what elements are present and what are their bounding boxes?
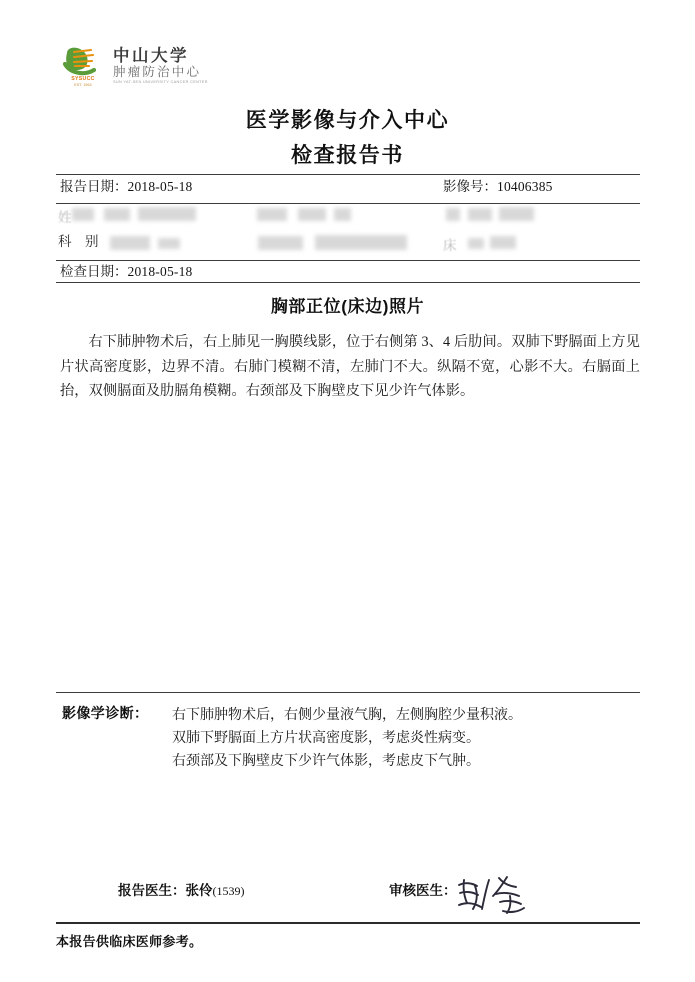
center-name-en: SUN YAT-SEN UNIVERSITY CANCER CENTER xyxy=(113,80,208,85)
report-doctor-label: 报告医生： xyxy=(118,883,186,898)
redacted-block xyxy=(138,207,196,221)
header-rule-bottom xyxy=(56,260,640,261)
diagnosis-rule-top xyxy=(56,692,640,693)
image-number-label: 影像号： xyxy=(443,179,497,194)
exam-date-label: 检查日期： xyxy=(60,264,128,279)
redacted-block xyxy=(468,238,484,249)
letterhead-wordmark xyxy=(113,47,208,84)
diagnosis-lines xyxy=(172,704,632,773)
diagnosis-line: 双肺下野膈面上方片状高密度影，考虑炎性病变。 xyxy=(172,731,480,746)
redacted-block xyxy=(468,208,492,221)
university-name: 中山大学 xyxy=(113,46,189,66)
report-doctor-id: (1539) xyxy=(212,884,245,898)
exam-name: 胸部正位(床边)照片 xyxy=(270,297,425,316)
redacted-block xyxy=(499,207,534,221)
redacted-block xyxy=(315,235,407,250)
report-doctor-name: 张伶 xyxy=(185,883,213,898)
department-label: 科 别 xyxy=(58,234,99,249)
redacted-block xyxy=(334,208,351,221)
bed-label-ghost: 床 xyxy=(443,238,457,253)
center-name: 肿瘤防治中心 xyxy=(113,64,202,79)
header-rule-middle xyxy=(56,203,640,204)
findings-text: 右下肺肿物术后，右上肺见一胸膜线影，位于右侧第 3、4 后肋间。双肺下野膈面上方见片状高密度影，边界不清。右肺门模糊不清，左肺门不大。纵隔不宽，心影不大。右膈面上抬，双侧膈面及肋膈角模糊。右颈部及下胸壁皮下见少许气体影。 xyxy=(60,334,640,399)
document-title-line2: 检查报告书 xyxy=(291,144,404,167)
exam-date-value: 2018-05-18 xyxy=(127,264,193,279)
diagnosis-line: 右颈部及下胸壁皮下少许气体影，考虑皮下气肿。 xyxy=(172,754,480,769)
diagnosis-label: 影像学诊断： xyxy=(62,705,149,721)
exam-date-rule xyxy=(56,282,640,283)
logo-badge-sub: EST. 1964 xyxy=(74,83,92,88)
report-date-label: 报告日期： xyxy=(60,179,128,194)
exam-date-row xyxy=(60,262,193,282)
redacted-block xyxy=(158,238,180,249)
redacted-block xyxy=(72,208,94,221)
report-doctor xyxy=(118,879,245,899)
letterhead xyxy=(62,44,208,88)
review-doctor-label: 审核医生： xyxy=(389,883,457,898)
diagnosis-line: 右下肺肿物术后，右侧少量液气胸，左侧胸腔少量积液。 xyxy=(172,708,522,723)
footer-rule xyxy=(56,922,640,924)
image-number-row xyxy=(443,177,553,197)
redacted-block xyxy=(490,236,516,249)
redacted-block xyxy=(257,208,287,221)
redacted-block xyxy=(298,208,326,221)
report-date-row xyxy=(60,177,193,197)
report-date-value: 2018-05-18 xyxy=(127,179,193,194)
image-number-value: 10406385 xyxy=(497,179,553,194)
redacted-block xyxy=(110,236,150,250)
footer-note: 本报告供临床医师参考。 xyxy=(56,934,203,949)
redacted-block xyxy=(446,208,460,221)
redacted-block xyxy=(258,236,303,250)
header-rule-top xyxy=(56,174,640,175)
review-doctor-signature-icon xyxy=(455,872,535,918)
redacted-block xyxy=(104,208,130,221)
logo-badge-text: SYSUCC xyxy=(71,75,95,82)
document-title-line1: 医学影像与介入中心 xyxy=(245,109,450,132)
sysucc-leaf-logo-icon xyxy=(62,44,104,88)
patient-name-label: 姓 xyxy=(58,210,72,225)
